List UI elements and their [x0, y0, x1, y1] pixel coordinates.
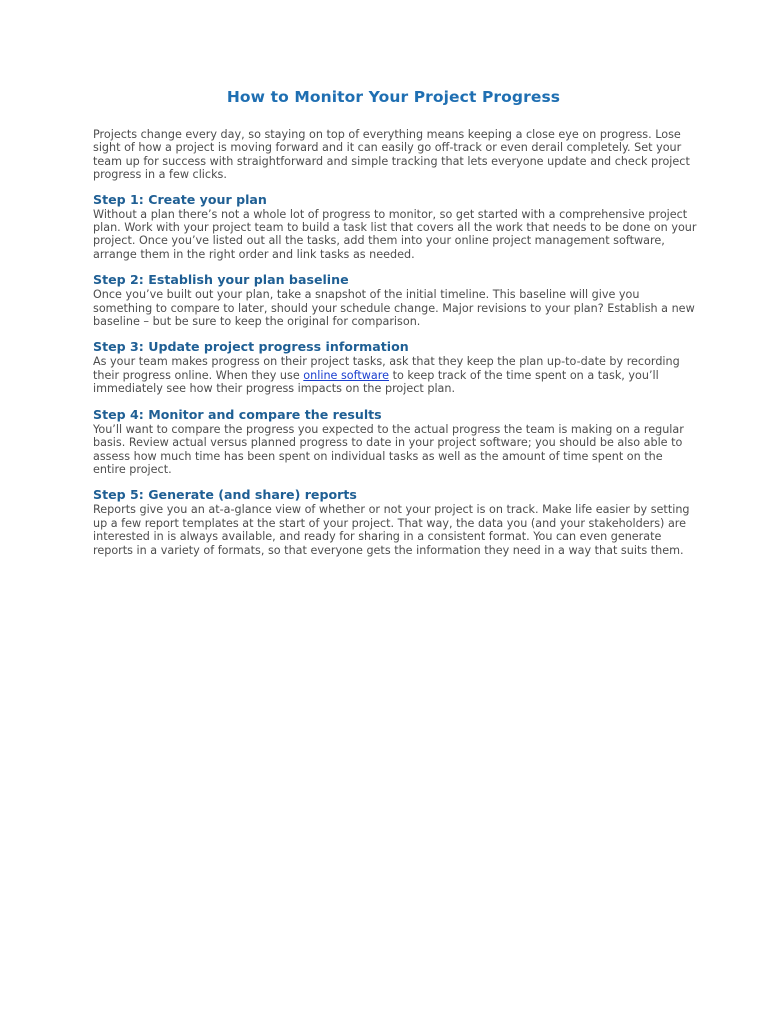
step-3-body-before: As your team makes progress on their project tasks, ask that they keep the plan up-to-date by recording their progress online. When they use [93, 355, 680, 382]
step-3-body [93, 355, 698, 395]
step-3-heading: Step 3: Update project progress information [93, 339, 409, 355]
step-1-section [93, 193, 698, 262]
step-5-heading: Step 5: Generate (and share) reports [93, 487, 357, 503]
step-5-body: Reports give you an at-a-glance view of whether or not your project is on track. Make life easier by setting up a few report templates at the start of your project. That way, the data you (and your stakeholders) are interested in is always available, and ready for sharing in a consistent format. You can even generate reports in a variety of formats, so that everyone gets the information they need in a way that suits them. [93, 503, 690, 557]
step-4-heading: Step 4: Monitor and compare the results [93, 406, 382, 422]
step-4-body: You’ll want to compare the progress you expected to the actual progress the team is making on a regular basis. Review actual versus planned progress to date in your project software; you should be also able to assess how much time has been spent on individual tasks as well as the amount of time spent on the entire project. [93, 422, 684, 476]
step-3-body-after: to keep track of the time spent on a task, you’ll immediately see how their progress impacts on the project plan. [93, 368, 659, 396]
step-3-section [93, 340, 698, 395]
step-2-body: Once you’ve built out your plan, take a snapshot of the initial timeline. This baseline will give you something to compare to later, should your schedule change. Major revisions to your plan? Establish a new baseline – but be sure to keep the original for comparison. [93, 288, 695, 329]
step-4-section [93, 408, 698, 477]
step-1-heading: Step 1: Create your plan [93, 191, 267, 207]
step-5-section [93, 488, 698, 557]
step-2-section [93, 273, 698, 328]
online-software-link[interactable]: online software [303, 368, 390, 382]
page-title: How to Monitor Your Project Progress [226, 88, 561, 106]
intro-paragraph: Projects change every day, so staying on top of everything means keeping a close eye on progress. Lose sight of how a project is moving forward and it can easily go off-track or even derail completely. Set your team up for success with straightforward and simple tracking that lets everyone update and check project progress in a few clicks. [93, 128, 690, 182]
step-2-heading: Step 2: Establish your plan baseline [93, 272, 349, 288]
step-1-body: Without a plan there’s not a whole lot of progress to monitor, so get started with a comprehensive project plan. Work with your project team to build a task list that covers all the work that needs to be done on your project. Once you’ve listed out all the tasks, add them into your online project management software, arrange them in the right order and link tasks as needed. [93, 207, 697, 261]
